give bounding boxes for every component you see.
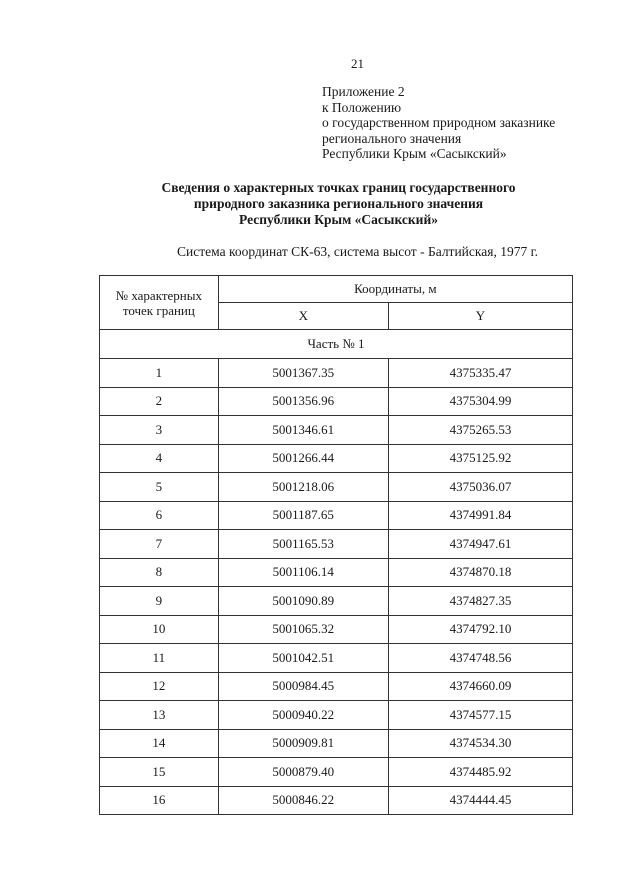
table-row (100, 473, 573, 502)
title-line: природного заказника регионального значения (193, 196, 484, 211)
x-coordinate-cell: 5001356.96 (218, 387, 388, 416)
point-number-cell: 15 (100, 758, 219, 787)
x-coordinate-cell: 5001090.89 (218, 587, 388, 616)
x-coordinate-cell: 5000846.22 (218, 786, 388, 815)
x-coordinate-cell: 5000909.81 (218, 729, 388, 758)
table-row (100, 558, 573, 587)
page-number: 21 (351, 56, 364, 71)
y-coordinate-cell: 4374444.45 (388, 786, 572, 815)
appendix-reference (322, 84, 555, 162)
x-coordinate-cell: 5001187.65 (218, 501, 388, 530)
y-coordinate-cell: 4375304.99 (388, 387, 572, 416)
y-coordinate-cell: 4374534.30 (388, 729, 572, 758)
point-number-cell: 12 (100, 672, 219, 701)
x-coordinate-cell: 5000984.45 (218, 672, 388, 701)
point-number-cell: 16 (100, 786, 219, 815)
x-coordinate-cell: 5001106.14 (218, 558, 388, 587)
x-coordinate-cell: 5001042.51 (218, 644, 388, 673)
x-coordinate-cell: 5001367.35 (218, 359, 388, 388)
y-coordinate-cell: 4374792.10 (388, 615, 572, 644)
x-coordinate-cell: 5001165.53 (218, 530, 388, 559)
table-row (100, 587, 573, 616)
header-point-number-line1: № характерных (115, 287, 202, 303)
table-row (100, 416, 573, 445)
point-number-cell: 9 (100, 587, 219, 616)
y-coordinate-cell: 4375125.92 (388, 444, 572, 473)
header-coordinates: Координаты, м (218, 276, 572, 303)
y-coordinate-cell: 4374485.92 (388, 758, 572, 787)
point-number-cell: 13 (100, 701, 219, 730)
point-number-cell: 6 (100, 501, 219, 530)
part-label: Часть № 1 (100, 330, 573, 359)
header-x: X (218, 303, 388, 330)
table-row (100, 701, 573, 730)
point-number-cell: 4 (100, 444, 219, 473)
point-number-cell: 11 (100, 644, 219, 673)
x-coordinate-cell: 5000940.22 (218, 701, 388, 730)
table-row (100, 786, 573, 815)
point-number-cell: 2 (100, 387, 219, 416)
x-coordinate-cell: 5001218.06 (218, 473, 388, 502)
point-number-cell: 1 (100, 359, 219, 388)
table-row (100, 615, 573, 644)
x-coordinate-cell: 5001266.44 (218, 444, 388, 473)
point-number-cell: 14 (100, 729, 219, 758)
header-y: Y (388, 303, 572, 330)
table-row (100, 644, 573, 673)
coordinate-system-note: Система координат СК-63, система высот - Балтийская, 1977 г. (177, 244, 538, 259)
header-point-number (100, 276, 219, 330)
y-coordinate-cell: 4375036.07 (388, 473, 572, 502)
title-line: Республики Крым «Сасыкский» (239, 212, 438, 227)
point-number-cell: 7 (100, 530, 219, 559)
point-number-cell: 3 (100, 416, 219, 445)
y-coordinate-cell: 4374870.18 (388, 558, 572, 587)
y-coordinate-cell: 4374660.09 (388, 672, 572, 701)
table-row (100, 359, 573, 388)
point-number-cell: 5 (100, 473, 219, 502)
header-point-number-line2: точек границ (122, 302, 195, 318)
point-number-cell: 8 (100, 558, 219, 587)
y-coordinate-cell: 4375335.47 (388, 359, 572, 388)
point-number-cell: 10 (100, 615, 219, 644)
coordinates-table (99, 275, 573, 815)
x-coordinate-cell: 5001065.32 (218, 615, 388, 644)
table-row (100, 672, 573, 701)
y-coordinate-cell: 4374947.61 (388, 530, 572, 559)
table-row (100, 444, 573, 473)
appendix-line: Приложение 2 (322, 84, 405, 99)
appendix-line: Республики Крым «Сасыкский» (322, 146, 507, 161)
x-coordinate-cell: 5000879.40 (218, 758, 388, 787)
y-coordinate-cell: 4374577.15 (388, 701, 572, 730)
table-row (100, 758, 573, 787)
appendix-line: к Положению (322, 99, 402, 115)
document-title (19, 180, 639, 228)
y-coordinate-cell: 4375265.53 (388, 416, 572, 445)
appendix-line: о государственном природном заказнике (322, 115, 556, 130)
y-coordinate-cell: 4374991.84 (388, 501, 572, 530)
y-coordinate-cell: 4374827.35 (388, 587, 572, 616)
title-line: Сведения о характерных точках границ государственного (161, 180, 516, 195)
table-row (100, 729, 573, 758)
appendix-line: регионального значения (322, 130, 462, 146)
table-row (100, 501, 573, 530)
y-coordinate-cell: 4374748.56 (388, 644, 572, 673)
table-row (100, 387, 573, 416)
x-coordinate-cell: 5001346.61 (218, 416, 388, 445)
table-row (100, 530, 573, 559)
